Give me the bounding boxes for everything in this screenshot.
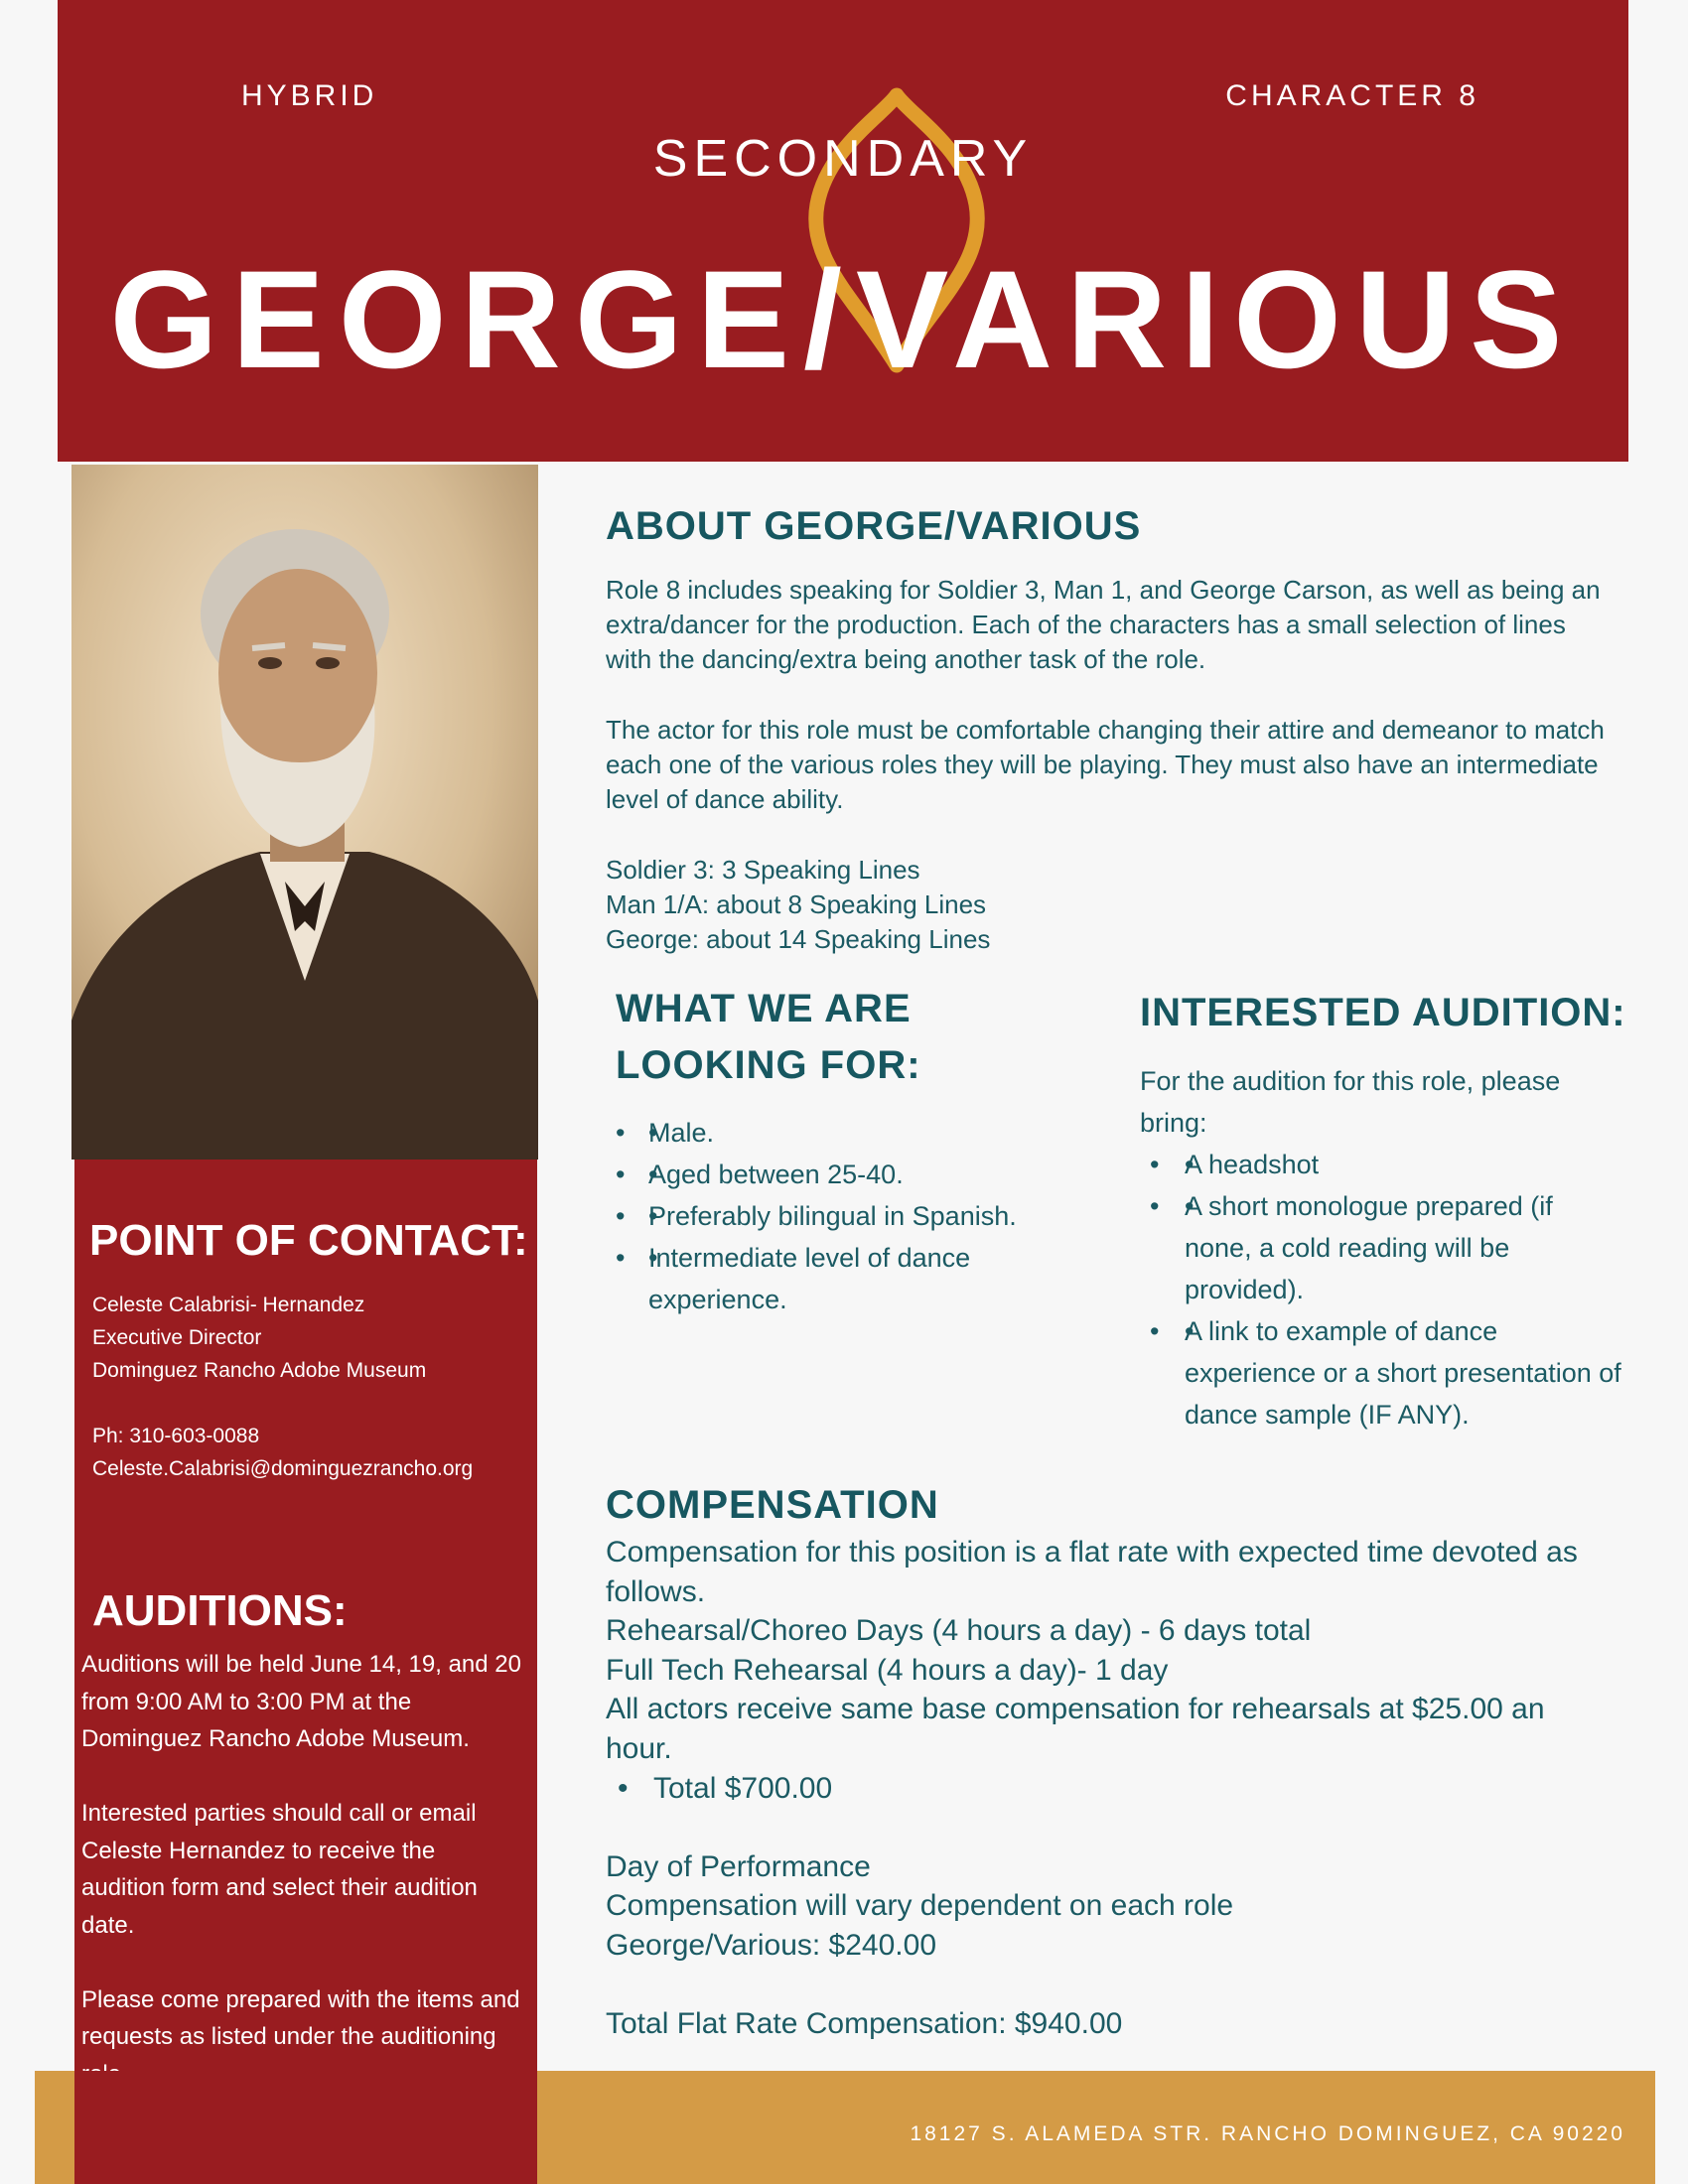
contact-sidebar bbox=[74, 1160, 537, 2184]
interested-list bbox=[1140, 1144, 1621, 1435]
compensation-rehearsal: Rehearsal/Choreo Days (4 hours a day) - 6 days total bbox=[606, 1614, 1312, 1648]
compensation-section bbox=[606, 1479, 1609, 2044]
list-item: • • Preferably bilingual in Spanish. bbox=[648, 1195, 1082, 1237]
hybrid-tag: HYBRID bbox=[241, 79, 378, 112]
compensation-tech: Full Tech Rehearsal (4 hours a day)- 1 day bbox=[606, 1653, 1169, 1687]
contact-name: Celeste Calabrisi- Hernandez bbox=[92, 1294, 365, 1316]
contact-details bbox=[92, 1289, 473, 1485]
about-heading: ABOUT GEORGE/VARIOUS bbox=[606, 504, 1142, 548]
compensation-base-rate: All actors receive same base compensation for rehearsals at $25.00 an hour. bbox=[606, 1693, 1545, 1765]
interested-heading: INTERESTED AUDITION: bbox=[1140, 991, 1626, 1034]
interested-intro: For the audition for this role, please bring: bbox=[1140, 1066, 1561, 1138]
performance-note: Compensation will vary dependent on each role bbox=[606, 1889, 1234, 1923]
compensation-body bbox=[606, 1533, 1609, 2044]
page-title: GEORGE/VARIOUS bbox=[109, 241, 1577, 397]
list-item: • • A short monologue prepared (if none, a cold reading will be provided). bbox=[1185, 1185, 1621, 1310]
about-body bbox=[606, 573, 1609, 957]
looking-for-section bbox=[616, 981, 1082, 1320]
contact-title: Executive Director bbox=[92, 1326, 262, 1349]
contact-organization: Dominguez Rancho Adobe Museum bbox=[92, 1359, 427, 1382]
performance-amount: George/Various: $240.00 bbox=[606, 1928, 937, 1962]
subtitle: SECONDARY bbox=[652, 130, 1034, 188]
auditions-text bbox=[81, 1646, 523, 2093]
looking-heading-line-2: LOOKING FOR: bbox=[616, 1043, 921, 1087]
header-banner bbox=[58, 0, 1628, 462]
list-item: • • A headshot bbox=[1185, 1144, 1621, 1185]
character-tag: CHARACTER 8 bbox=[1225, 79, 1479, 112]
auditions-instructions: Interested parties should call or email Celeste Hernandez to receive the audition form and select their audition date. bbox=[81, 1800, 478, 1939]
contact-phone: Ph: 310-603-0088 bbox=[92, 1425, 260, 1447]
about-paragraph-1: Role 8 includes speaking for Soldier 3, Man 1, and George Carson, as well as being an extra/dancer for the production. Each of the characters has a small selection of lines with the dancing/extra being another task of the role. bbox=[606, 575, 1601, 675]
sidebar-extension bbox=[74, 2071, 537, 2184]
about-section bbox=[606, 501, 1609, 957]
portrait-photo bbox=[71, 465, 538, 1160]
contact-spacer bbox=[92, 1387, 473, 1420]
auditions-dates: Auditions will be held June 14, 19, and 20 from 9:00 AM to 3:00 PM at the Dominguez Rancho Adobe Museum. bbox=[81, 1651, 521, 1752]
total-flat-rate: Total Flat Rate Compensation: $940.00 bbox=[606, 2007, 1123, 2041]
list-item: • • Aged between 25-40. bbox=[648, 1154, 1082, 1195]
list-item: • • Intermediate level of dance experience. bbox=[648, 1237, 1082, 1320]
compensation-total-bullet: • Total $700.00 bbox=[618, 1771, 833, 1805]
speaking-line-soldier: Soldier 3: 3 Speaking Lines bbox=[606, 854, 920, 885]
looking-list bbox=[616, 1112, 1082, 1320]
looking-heading-line-1: WHAT WE ARE bbox=[616, 987, 912, 1030]
footer-address: 18127 S. ALAMEDA STR. RANCHO DOMINGUEZ, CA 90220 bbox=[910, 2122, 1625, 2145]
performance-heading: Day of Performance bbox=[606, 1849, 871, 1883]
list-item: • • A link to example of dance experience or a short presentation of dance sample (IF ANY). bbox=[1185, 1310, 1621, 1435]
speaking-line-man: Man 1/A: about 8 Speaking Lines bbox=[606, 888, 987, 919]
auditions-preparation: Please come prepared with the items and requests as listed under the auditioning bbox=[81, 1985, 520, 2050]
contact-email[interactable]: Celeste.Calabrisi@dominguezrancho.org bbox=[92, 1457, 474, 1480]
interested-audition-section bbox=[1140, 988, 1646, 1435]
compensation-heading: COMPENSATION bbox=[606, 1483, 939, 1527]
list-item: • • Male. bbox=[648, 1112, 1082, 1154]
compensation-intro: Compensation for this position is a flat rate with expected time devoted as follows. bbox=[606, 1536, 1578, 1608]
contact-heading: POINT OF CONTACT: bbox=[89, 1216, 528, 1265]
auditions-heading: AUDITIONS: bbox=[92, 1586, 348, 1635]
about-paragraph-2: The actor for this role must be comfortable changing their attire and demeanor to match each one of the various roles they will be playing. They must also have an intermediate level of dance ability. bbox=[606, 714, 1605, 815]
speaking-line-george: George: about 14 Speaking Lines bbox=[606, 924, 991, 954]
